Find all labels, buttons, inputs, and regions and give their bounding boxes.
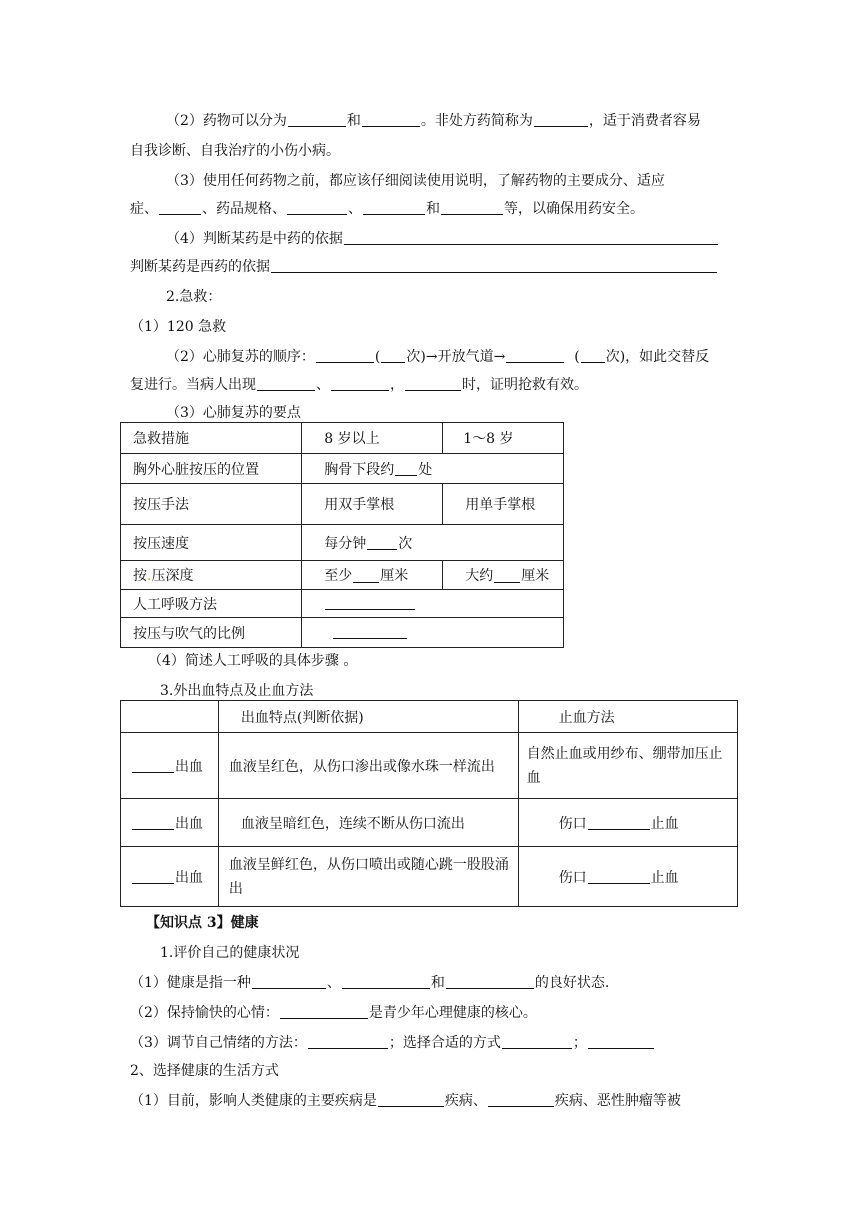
table-row — [121, 618, 564, 648]
table-cell: 止血方法 — [518, 701, 737, 733]
table-row — [121, 701, 738, 733]
blank[interactable] — [534, 112, 588, 127]
chinese-medicine-line: （4）判断某药是中药的依据 — [166, 230, 719, 248]
table-cell: 人工呼吸方法 — [121, 590, 302, 618]
table-cell: 血液呈鲜红色，从伤口喷出或随心跳一股股涌出 — [218, 847, 518, 907]
table-cell: 8 岁以上 — [302, 423, 443, 453]
table-cell: 出血 — [121, 799, 219, 847]
blank[interactable] — [581, 348, 605, 363]
blank[interactable] — [132, 758, 174, 773]
text-line: （4）简述人工呼吸的具体步骤 。 — [148, 653, 358, 669]
table-cell: 伤口 止血 — [518, 847, 737, 907]
table-row — [121, 799, 738, 847]
emotion-line: （3）调节自己情绪的方法： ；选择合适的方式 ； — [130, 1034, 655, 1052]
cpr-effective-line: 复进行。当病人出现 、 ， 时，证明抢救有效。 — [130, 377, 588, 393]
blank[interactable] — [446, 974, 534, 989]
blank[interactable] — [333, 624, 407, 639]
table-row — [121, 484, 564, 525]
blank[interactable] — [588, 1034, 654, 1049]
blank[interactable] — [441, 200, 503, 215]
table-cell: 大约 厘米 — [465, 568, 550, 584]
section-title: 2.急救： — [166, 289, 222, 305]
drug-safety-line: 症、 、药品规格、 、 和 等，以确保用药安全。 — [130, 201, 644, 217]
text-line: （1）120 急救 — [130, 319, 227, 335]
blank[interactable] — [331, 376, 389, 391]
table-cell: 至少 厘米 — [302, 561, 443, 589]
blank[interactable] — [588, 815, 650, 830]
blank[interactable] — [257, 376, 315, 391]
table-cell: 血液呈红色，从伤口渗出或像水珠一样流出 — [218, 733, 518, 799]
table-cell: 自然止血或用纱布、绷带加压止血 — [518, 733, 737, 799]
table-row — [121, 423, 564, 454]
table-cell — [302, 484, 564, 525]
blank[interactable] — [353, 568, 379, 583]
drug-classification-line: （2）药物可以分为 和 。非处方药简称为 ，适于消费者容易 — [166, 113, 701, 129]
table-cell: 出血特点(判断依据) — [218, 701, 518, 733]
table-row — [121, 525, 564, 561]
table-row — [121, 847, 738, 907]
blank[interactable] — [252, 974, 326, 989]
blank[interactable] — [344, 230, 718, 245]
blank[interactable] — [308, 1034, 388, 1049]
blank[interactable] — [132, 869, 174, 884]
blank[interactable] — [342, 974, 430, 989]
blank[interactable] — [362, 112, 420, 127]
western-medicine-line: 判断某药是西药的依据 — [130, 258, 718, 276]
blank[interactable] — [316, 348, 374, 363]
table-cell: 1～8 岁 — [463, 431, 514, 447]
table-row — [121, 561, 564, 590]
table-row — [121, 590, 564, 618]
table-cell: 胸外心脏按压的位置 — [121, 454, 302, 484]
blank[interactable] — [378, 1092, 444, 1107]
disease-line: （1）目前，影响人类健康的主要疾病是 疾病、 疾病、恶性肿瘤等被 — [130, 1093, 681, 1109]
health-definition-line: （1）健康是指一种 、 和 的良好状态. — [130, 975, 610, 991]
blank[interactable] — [159, 200, 201, 215]
section-title: 3.外出血特点及止血方法 — [160, 683, 314, 699]
table-cell — [302, 590, 564, 618]
table-cell: 按压手法 — [121, 484, 302, 525]
cpr-order-line: （2）心肺复苏的顺序： ( 次)→开放气道→ ( 次)，如此交替反 — [166, 349, 710, 365]
table-cell: 用双手掌根 — [302, 484, 443, 524]
text-line: （3）心肺复苏的要点 — [166, 405, 301, 421]
section-title: 【知识点 3】健康 — [146, 915, 259, 931]
blank[interactable] — [288, 112, 346, 127]
mood-line: （2）保持愉快的心情： 是青少年心理健康的核心。 — [130, 1005, 537, 1021]
blank[interactable] — [588, 869, 650, 884]
table-row — [121, 454, 564, 484]
table-cell: 每分钟 次 — [302, 525, 564, 561]
blank[interactable] — [488, 1092, 554, 1107]
table-cell: 按压速度 — [121, 525, 302, 561]
blank[interactable] — [405, 376, 461, 391]
table-cell: 血液呈暗红色，连续不断从伤口流出 — [218, 799, 518, 847]
table-cell: 急救措施 — [121, 423, 302, 454]
blank[interactable] — [395, 461, 417, 476]
table-cell: 用单手掌根 — [465, 497, 536, 513]
cpr-table — [120, 422, 564, 648]
blank[interactable] — [506, 348, 564, 363]
table-cell: 伤口 止血 — [518, 799, 737, 847]
blank[interactable] — [502, 1034, 572, 1049]
blank[interactable] — [494, 568, 520, 583]
table-cell — [302, 561, 564, 590]
text-line: （3）使用任何药物之前，都应该仔细阅读使用说明，了解药物的主要成分、适应 — [166, 173, 665, 189]
blank[interactable] — [280, 1004, 368, 1019]
blank[interactable] — [363, 200, 425, 215]
table-cell — [121, 701, 219, 733]
table-cell: 胸骨下段约 处 — [302, 454, 564, 484]
table-cell: 按压与吹气的比例 — [121, 618, 302, 648]
blank[interactable] — [325, 595, 415, 610]
bleeding-table — [120, 700, 738, 907]
blank[interactable] — [381, 348, 405, 363]
table-cell: 出血 — [121, 733, 219, 799]
blank[interactable] — [271, 258, 717, 273]
text-line: 2、选择健康的生活方式 — [130, 1063, 279, 1079]
table-row — [121, 733, 738, 799]
table-cell — [302, 618, 564, 648]
table-cell — [302, 423, 564, 454]
text-line: 1.评价自己的健康状况 — [160, 945, 300, 961]
text-line: 自我诊断、自我治疗的小伤小病。 — [130, 143, 340, 159]
blank[interactable] — [132, 815, 174, 830]
blank[interactable] — [287, 200, 347, 215]
table-cell: 出血 — [121, 847, 219, 907]
blank[interactable] — [367, 535, 397, 550]
table-cell: 按.压深度 — [121, 561, 302, 590]
